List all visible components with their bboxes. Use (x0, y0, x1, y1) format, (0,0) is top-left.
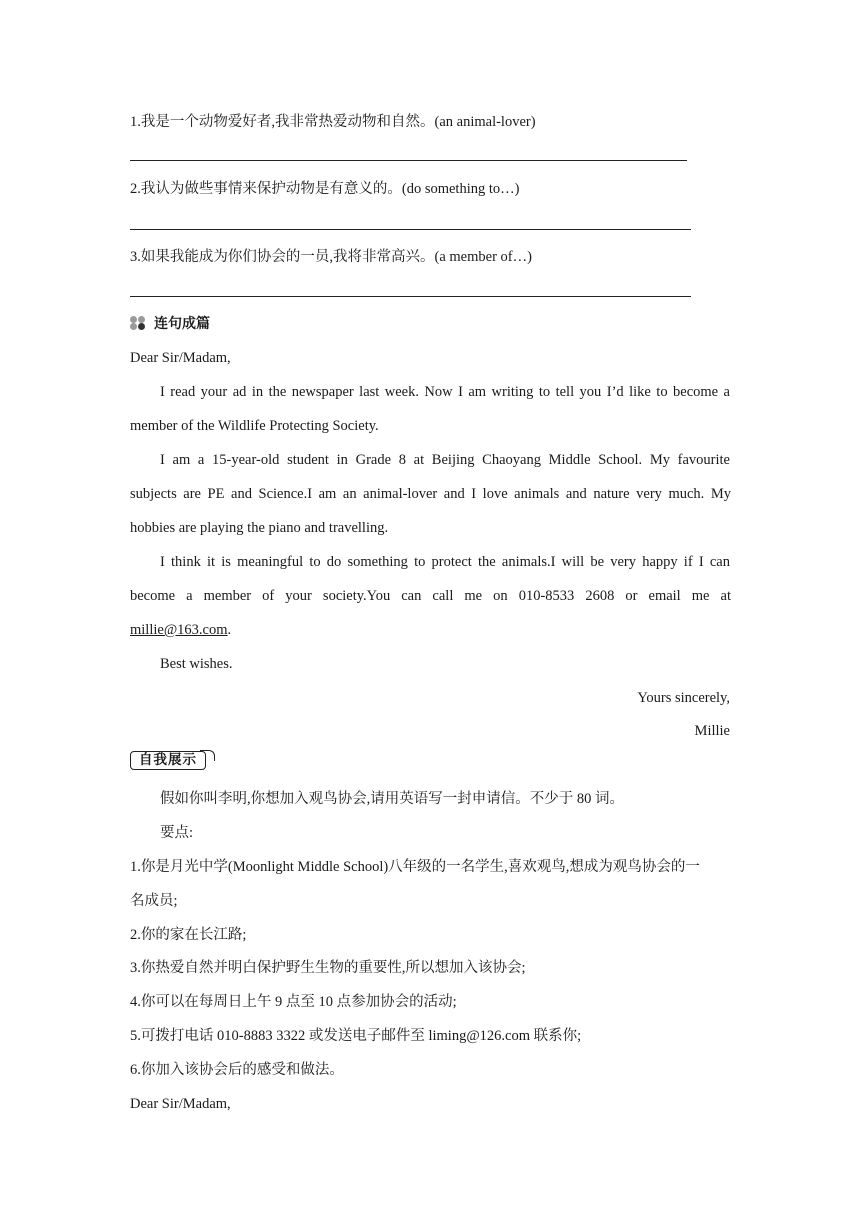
letter-p3-line1: I think it is meaningful to do something to protect the animals.I will be very happy if I can (160, 554, 730, 570)
letter-signoff: Yours sincerely, (637, 690, 730, 706)
letter-p2-line3: hobbies are playing the piano and travelling. (130, 520, 389, 536)
answer-line-2[interactable] (130, 229, 691, 230)
email-period: . (227, 622, 232, 638)
task-prompt: 假如你叫李明,你想加入观鸟协会,请用英语写一封申请信。不少于 80 词。 (160, 791, 624, 807)
answer-line-3[interactable] (130, 296, 691, 297)
point-1-line1: 1.你是月光中学(Moonlight Middle School)八年级的一名学生,喜欢观鸟,想成为观鸟协会的一 (130, 859, 700, 875)
badge-tail-decoration (200, 750, 215, 761)
letter-p3-line3 (130, 620, 231, 640)
point-3: 3.你热爱自然并明白保护野生生物的重要性,所以想加入该协会; (130, 960, 526, 976)
point-6: 6.你加入该协会后的感受和做法。 (130, 1062, 344, 1078)
letter-p1-line2: member of the Wildlife Protecting Society. (130, 418, 379, 434)
translation-item-3: 3.如果我能成为你们协会的一员,我将非常高兴。(a member of…) (130, 249, 532, 265)
translation-item-1: 1.我是一个动物爱好者,我非常热爱动物和自然。(an animal-lover) (130, 114, 536, 130)
letter-p2-line2: subjects are PE and Science.I am an animal-lover and I love animals and nature very much. My (130, 486, 731, 502)
point-2: 2.你的家在长江路; (130, 927, 247, 943)
answer-greeting: Dear Sir/Madam, (130, 1096, 231, 1112)
translation-item-2: 2.我认为做些事情来保护动物是有意义的。(do something to…) (130, 181, 520, 197)
points-label: 要点: (160, 825, 194, 841)
letter-greeting: Dear Sir/Madam, (130, 350, 231, 366)
letter-p3-line2: become a member of your society.You can call me on 010-8533 2608 or email me at (130, 588, 731, 604)
letter-signature-name: Millie (694, 723, 730, 739)
section-title-connect: 连句成篇 (154, 316, 210, 332)
point-1-line2: 名成员; (130, 893, 178, 909)
letter-p2-line1: I am a 15-year-old student in Grade 8 at Beijing Chaoyang Middle School. My favourite (160, 452, 730, 468)
email-link[interactable]: millie@163.com (130, 622, 228, 638)
letter-closing: Best wishes. (160, 656, 233, 672)
answer-line-1[interactable] (130, 160, 687, 161)
section-badge-show: 自我展示 (130, 751, 206, 770)
point-4: 4.你可以在每周日上午 9 点至 10 点参加协会的活动; (130, 994, 457, 1010)
point-5: 5.可拨打电话 010-8883 3322 或发送电子邮件至 liming@126.com 联系你; (130, 1028, 582, 1044)
letter-p1-line1: I read your ad in the newspaper last week. Now I am writing to tell you I’d like to become a (160, 384, 730, 400)
section-bullet-icon (130, 316, 148, 330)
